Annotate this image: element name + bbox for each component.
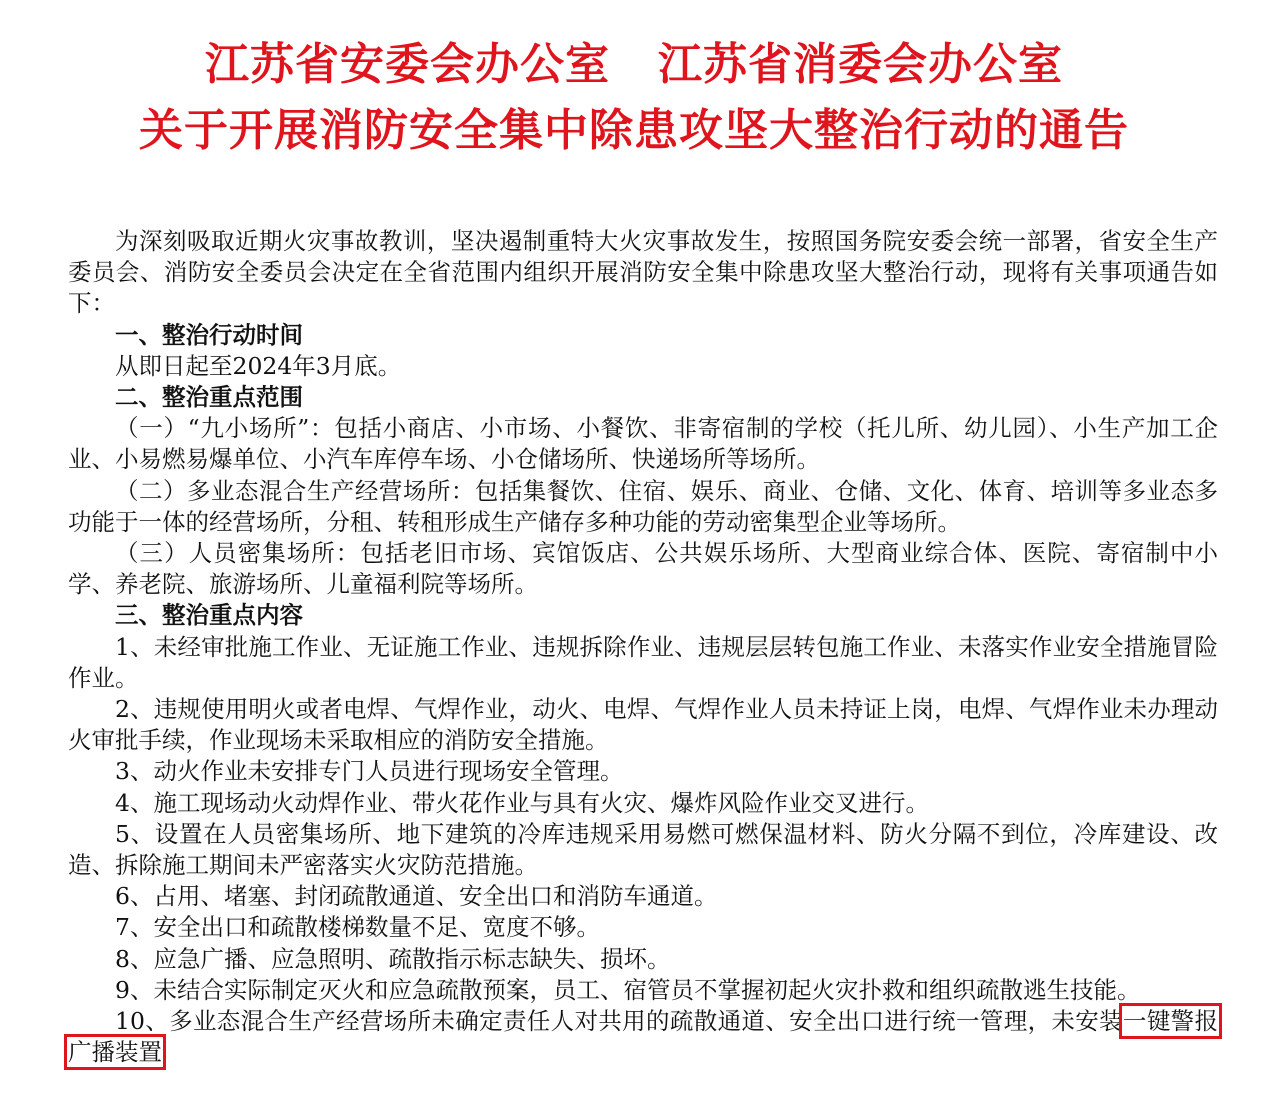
- notice-body: [68, 226, 1218, 1068]
- section-2-item: （一）“九小场所”：包括小商店、小市场、小餐饮、非寄宿制的学校（托儿所、幼儿园）、小生产加工企业、小易燃易爆单位、小汽车库停车场、小仓储场所、快递场所等场所。: [68, 414, 1218, 474]
- section-3-item-10: [68, 1006, 1218, 1068]
- section-2-item: （三）人员密集场所：包括老旧市场、宾馆饭店、公共娱乐场所、大型商业综合体、医院、寄宿制中小学、养老院、旅游场所、儿童福利院等场所。: [68, 539, 1218, 599]
- section-3-item: 3、动火作业未安排专门人员进行现场安全管理。: [115, 757, 624, 786]
- item-10-text: 10、多业态混合生产经营场所未确定责任人对共用的疏散通道、安全出口进行统一管理，未安装: [115, 1007, 1123, 1036]
- section-3-item: 2、违规使用明火或者电焊、气焊作业，动火、电焊、气焊作业人员未持证上岗，电焊、气焊作业未办理动火审批手续，作业现场未采取相应的消防安全措施。: [68, 695, 1218, 755]
- section-1-text: 从即日起至2024年3月底。: [115, 351, 402, 380]
- section-3-item: 9、未结合实际制定灭火和应急疏散预案，员工、宿管员不掌握初起火灾扑救和组织疏散逃生技能。: [115, 975, 1141, 1004]
- section-3-item: 4、施工现场动火动焊作业、带火花作业与具有火灾、爆炸风险作业交叉进行。: [115, 788, 929, 817]
- issuer-safety-committee-office: 江苏省安委会办公室: [205, 39, 610, 90]
- section-2-heading: 二、整治重点范围: [115, 383, 303, 412]
- section-3-item: 8、应急广播、应急照明、疏散指示标志缺失、损坏。: [115, 944, 671, 973]
- section-3-item: 1、未经审批施工作业、无证施工作业、违规拆除作业、违规层层转包施工作业、未落实作业安全措施冒险作业。: [68, 632, 1218, 692]
- title-line-1: [0, 28, 1268, 92]
- section-3-heading: 三、整治重点内容: [115, 601, 303, 630]
- highlighted-phrase: 一键警报广播装置: [68, 1007, 1219, 1067]
- title-line-2: 关于开展消防安全集中除患攻坚大整治行动的通告: [139, 105, 1129, 156]
- intro-paragraph: 为深刻吸取近期火灾事故教训，坚决遏制重特大火灾事故发生，按照国务院安委会统一部署，省安全生产委员会、消防安全委员会决定在全省范围内组织开展消防安全集中除患攻坚大整治行动，现将有关事项通告如下：: [68, 227, 1218, 318]
- issuer-fire-committee-office: 江苏省消委会办公室: [658, 39, 1063, 90]
- section-3-item: 5、设置在人员密集场所、地下建筑的冷库违规采用易燃可燃保温材料、防火分隔不到位，冷库建设、改造、拆除施工期间未严密落实火灾防范措施。: [68, 819, 1218, 880]
- section-3-item: 7、安全出口和疏散楼梯数量不足、宽度不够。: [115, 913, 600, 942]
- section-2-item: （二）多业态混合生产经营场所：包括集餐饮、住宿、娱乐、商业、仓储、文化、体育、培训等多业态多功能于一体的经营场所，分租、转租形成生产储存多种功能的劳动密集型企业等场所。: [68, 476, 1218, 536]
- section-3-item: 6、占用、堵塞、封闭疏散通道、安全出口和消防车通道。: [115, 882, 718, 911]
- section-1-heading: 一、整治行动时间: [115, 320, 303, 349]
